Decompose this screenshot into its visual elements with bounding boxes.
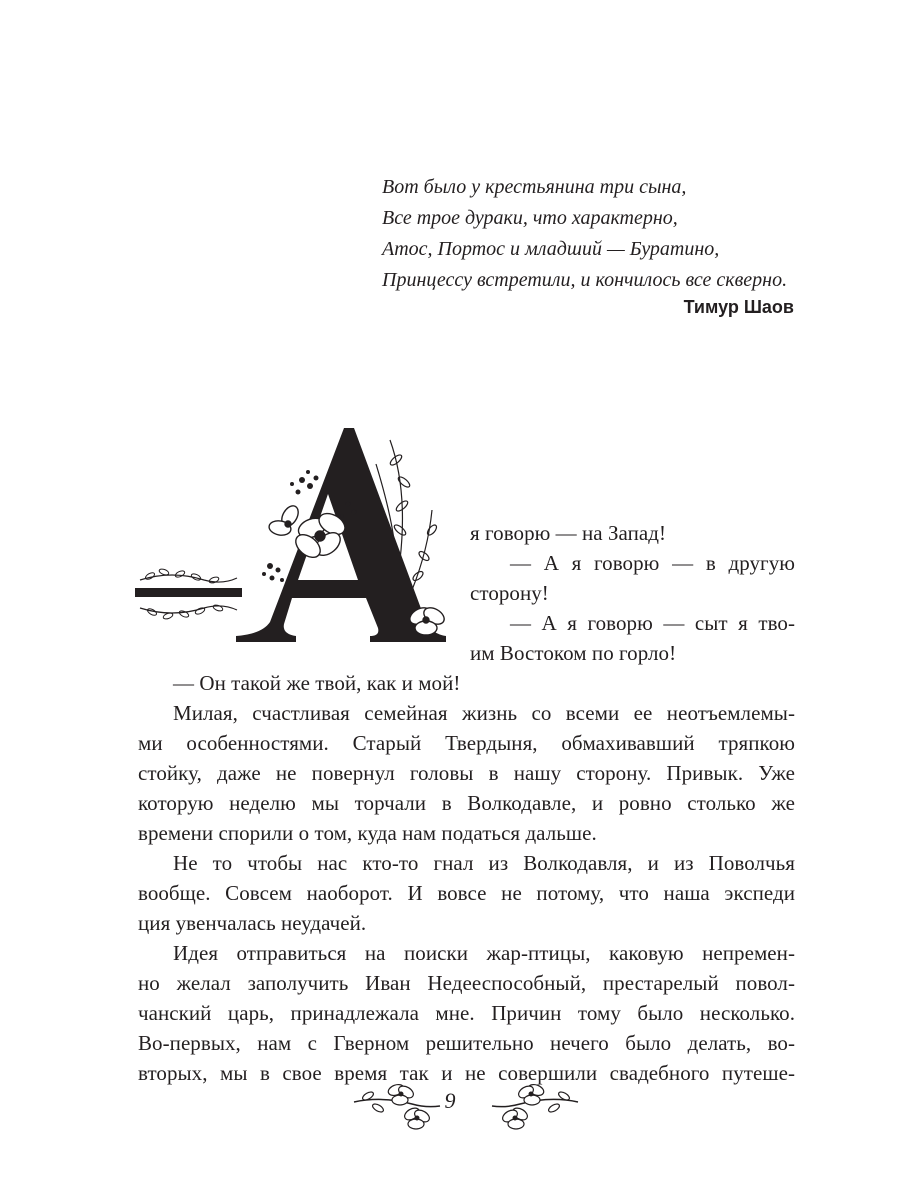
epigraph-line: Принцессу встретили, и кончилось все скверно. <box>382 269 788 291</box>
letter-a <box>236 428 446 642</box>
epigraph-line: Атос, Портос и младший — Буратино, <box>382 238 720 260</box>
text-line: я говорю — на Запад! <box>470 521 667 545</box>
floral-drop-cap-illustration <box>132 420 472 650</box>
epigraph <box>382 172 794 317</box>
text-line: стойку, даже не повернул головы в нашу сторону. Привык. Уже <box>138 761 795 785</box>
text-line: Во-первых, нам с Гверном решительно нечего было делать, во- <box>138 1031 795 1055</box>
epigraph-author: Тимур Шаов <box>683 297 794 317</box>
text-line: времени спорили о том, куда нам податься дальше. <box>138 821 597 845</box>
floral-ornament-right-icon <box>490 1072 580 1132</box>
text-line: чанский царь, принадлежала мне. Причин тому было несколько. <box>138 1001 795 1025</box>
text-line: — Он такой же твой, как и мой! <box>173 671 461 695</box>
epigraph-line: Вот было у крестьянина три сына, <box>382 176 687 198</box>
epigraph-line: Все трое дураки, что характерно, <box>382 207 678 229</box>
text-line: Не то чтобы нас кто-то гнал из Волкодавля, и из Поволчья <box>173 851 795 875</box>
page-number: 9 <box>444 1088 456 1113</box>
text-line: вообще. Совсем наоборот. И вовсе не потому, что наша экспеди <box>138 881 795 905</box>
text-line: — А я говорю — в другую <box>510 551 795 575</box>
text-line: вторых, мы в свое время так и не совершили свадебного путеше- <box>138 1061 795 1085</box>
text-line: Идея отправиться на поиски жар-птицы, каковую непремен- <box>173 941 795 965</box>
text-line: Милая, счастливая семейная жизнь со всеми ее неотъемлемы- <box>173 701 795 725</box>
text-line: которую неделю мы торчали в Волкодавле, и ровно столько же <box>138 791 795 815</box>
floral-dash <box>135 568 242 620</box>
text-line: ция увенчалась неудачей. <box>138 911 367 935</box>
text-line: сторону! <box>470 581 549 605</box>
text-line: им Востоком по горло! <box>470 641 677 665</box>
text-line: ми особенностями. Старый Твердыня, обмахивавший тряпкою <box>138 731 795 755</box>
drop-cap <box>132 420 472 650</box>
text-line: — А я говорю — сыт я тво- <box>510 611 795 635</box>
text-line: но желал заполучить Иван Недееспособный, престарелый повол- <box>138 971 795 995</box>
